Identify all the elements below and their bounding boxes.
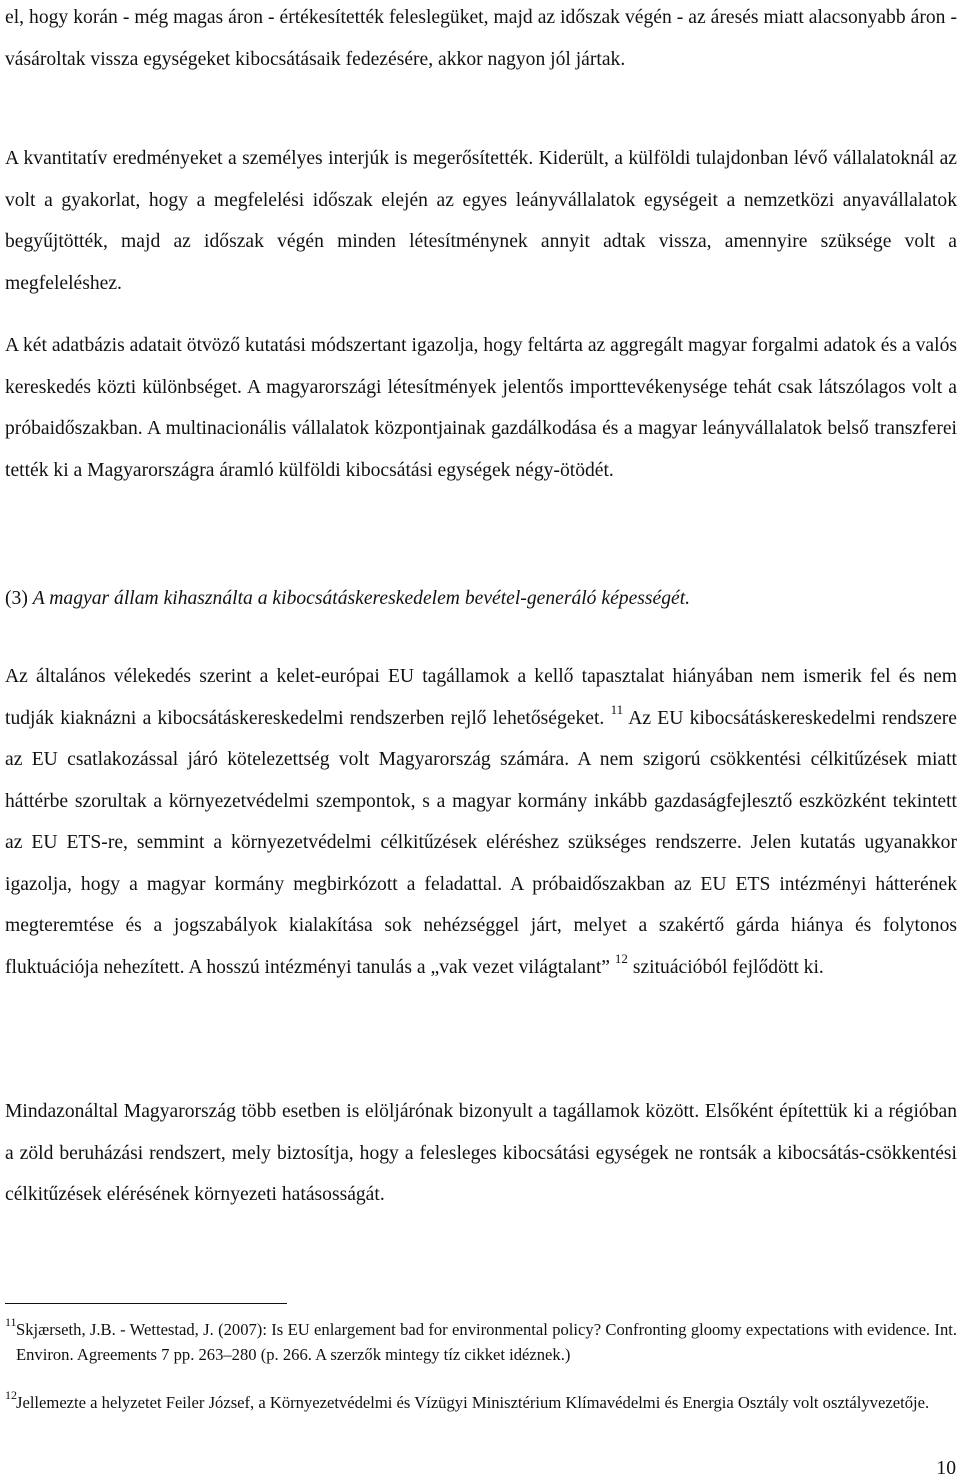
footnote-text: Jellemezte a helyzetet Feiler József, a Környezetvédelmi és Vízügyi Minisztérium Klímavédelmi és Energia Osztály volt osztályvezetője. <box>16 1393 930 1412</box>
footnote-number: 11 <box>5 1315 17 1329</box>
footnote-ref-12[interactable]: 12 <box>614 950 628 966</box>
heading-text: A magyar állam kihasználta a kibocsátáskereskedelem bevétel-generáló képességét. <box>32 588 691 609</box>
paragraph-interviews: A kvantitatív eredményeket a személyes interjúk is megerősítették. Kiderült, a külföldi tulajdonban lévő vállalatoknál az volt a gyakorlat, hogy a megfelelési időszak elején az egyes leányvállalatok egységeit a nemzetközi anyavállalatok begyűjtötték, majd az időszak végén minden létesítménynek annyit adtak vissza, amennyire szüksége volt a megfeleléshez. <box>5 148 957 294</box>
paragraph-continued: el, hogy korán - még magas áron - értékesítették feleslegüket, majd az időszak végén - az áresés miatt alacsonyabb áron - vásároltak vissza egységeket kibocsátásaik fedezésére, akkor nagyon jól jártak. <box>5 7 957 70</box>
heading-number: (3) <box>5 588 28 609</box>
footnote-number: 12 <box>5 1388 17 1402</box>
paragraph-text: szituációból fejlődött ki. <box>627 956 824 978</box>
paragraph-methodology: A két adatbázis adatait ötvöző kutatási módszertant igazolja, hogy feltárta az aggregált magyar forgalmi adatok és a valós kereskedés közti különbséget. A magyarországi létesítmények jelentős importtevékenysége tehát csak látszólagos volt a próbaidőszakban. A multinacionális vállalatok központjainak gazdálkodása és a magyar leányvállalatok belső transzferei tették ki a Magyarországra áramló külföldi kibocsátási egységek négy-ötödét. <box>5 335 957 481</box>
footnote-separator <box>5 1303 287 1304</box>
paragraph-pioneer: Mindazonáltal Magyarország több esetben is elöljárónak bizonyult a tagállamok között. Elsőként építettük ki a régióban a zöld beruházási rendszert, mely biztosítja, hogy a felesleges kibocsátási egységek ne rontsák a kibocsátás-csökkentési célkitűzések elérésének környezeti hatásosságát. <box>5 1101 957 1205</box>
footnote-12 <box>5 1388 957 1416</box>
footnote-ref-11[interactable]: 11 <box>610 701 624 717</box>
page-number: 10 <box>936 1458 956 1479</box>
paragraph-text: Az EU kibocsátáskereskedelmi rendszere az EU csatlakozással járó kötelezettség volt Magyarország számára. A nem szigorú csökkentési célkitűzések miatt háttérbe szorultak a környezetvédelmi szempontok, s a magyar kormány inkább gazdaságfejlesztő eszközként tekintett az EU ETS-re, semmint a környezetvédelmi célkitűzések eléréshez szükséges rendszerre. Jelen kutatás ugyanakkor igazolja, hogy a magyar kormány megbirkózott a feladattal. A próbaidőszakban az EU ETS intézményi hátterének megteremtése és a jogszabályok kialakítása sok nehézséggel járt, melyet a szakértő gárda hiánya és folytonos fluktuációja nehezített. A hosszú intézményi tanulás a „vak vezet világtalant” <box>5 707 957 978</box>
section-heading <box>5 578 957 620</box>
footnote-text: Skjærseth, J.B. - Wettestad, J. (2007): Is EU enlargement bad for environmental policy? Confronting gloomy expectations with evidence. Int. Environ. Agreements 7 pp. 263–280 (p. 266. A szerzők mintegy tíz cikket idéznek.) <box>16 1320 957 1364</box>
paragraph-general-opinion <box>5 656 957 988</box>
paragraph-text: Az általános vélekedés szerint a kelet-európai EU tagállamok a kellő tapasztalat hiányában nem ismerik fel és nem tudják kiaknázni a kibocsátáskereskedelmi rendszerben rejlő lehetőségeket. <box>5 666 957 729</box>
footnote-11 <box>5 1315 957 1367</box>
